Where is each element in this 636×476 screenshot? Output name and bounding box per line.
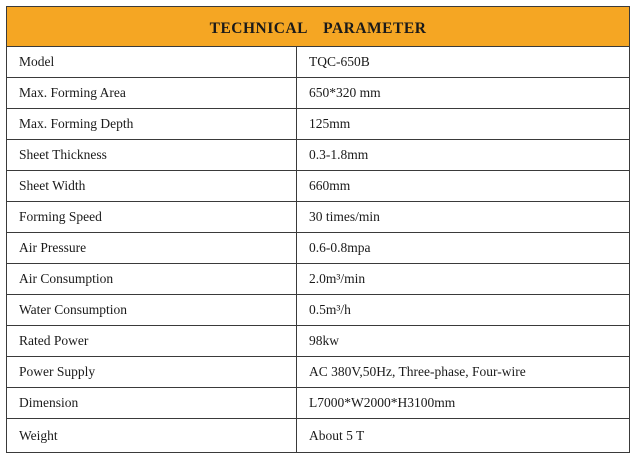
table-row bbox=[7, 202, 630, 233]
parameter-label: Air Consumption bbox=[7, 264, 297, 295]
parameter-value: TQC-650B bbox=[297, 47, 630, 78]
parameter-value: 0.5m³/h bbox=[297, 295, 630, 326]
parameter-label: Sheet Thickness bbox=[7, 140, 297, 171]
technical-parameter-table bbox=[6, 6, 630, 453]
parameter-label: Sheet Width bbox=[7, 171, 297, 202]
parameter-label: Air Pressure bbox=[7, 233, 297, 264]
parameter-value: 98kw bbox=[297, 326, 630, 357]
parameter-label: Rated Power bbox=[7, 326, 297, 357]
table-row bbox=[7, 326, 630, 357]
table-row bbox=[7, 295, 630, 326]
table-title: TECHNICAL PARAMETER bbox=[7, 7, 630, 47]
parameter-value: 2.0m³/min bbox=[297, 264, 630, 295]
table-row bbox=[7, 264, 630, 295]
parameter-value: 30 times/min bbox=[297, 202, 630, 233]
parameter-label: Forming Speed bbox=[7, 202, 297, 233]
table-row bbox=[7, 388, 630, 419]
table-row bbox=[7, 109, 630, 140]
parameter-value: 125mm bbox=[297, 109, 630, 140]
table-row bbox=[7, 419, 630, 453]
parameter-value: L7000*W2000*H3100mm bbox=[297, 388, 630, 419]
parameter-value: 0.6-0.8mpa bbox=[297, 233, 630, 264]
table-row bbox=[7, 357, 630, 388]
parameter-value: 0.3-1.8mm bbox=[297, 140, 630, 171]
table-row bbox=[7, 233, 630, 264]
parameter-label: Power Supply bbox=[7, 357, 297, 388]
parameter-label: Water Consumption bbox=[7, 295, 297, 326]
parameter-value: 660mm bbox=[297, 171, 630, 202]
table-row bbox=[7, 47, 630, 78]
parameter-label: Model bbox=[7, 47, 297, 78]
parameter-label: Dimension bbox=[7, 388, 297, 419]
parameter-label: Max. Forming Depth bbox=[7, 109, 297, 140]
table-row bbox=[7, 140, 630, 171]
parameter-value: 650*320 mm bbox=[297, 78, 630, 109]
table-row bbox=[7, 78, 630, 109]
parameter-value: AC 380V,50Hz, Three-phase, Four-wire bbox=[297, 357, 630, 388]
table-row bbox=[7, 171, 630, 202]
table-header-row bbox=[7, 7, 630, 47]
parameter-value: About 5 T bbox=[297, 419, 630, 453]
parameter-label: Max. Forming Area bbox=[7, 78, 297, 109]
parameter-label: Weight bbox=[7, 419, 297, 453]
